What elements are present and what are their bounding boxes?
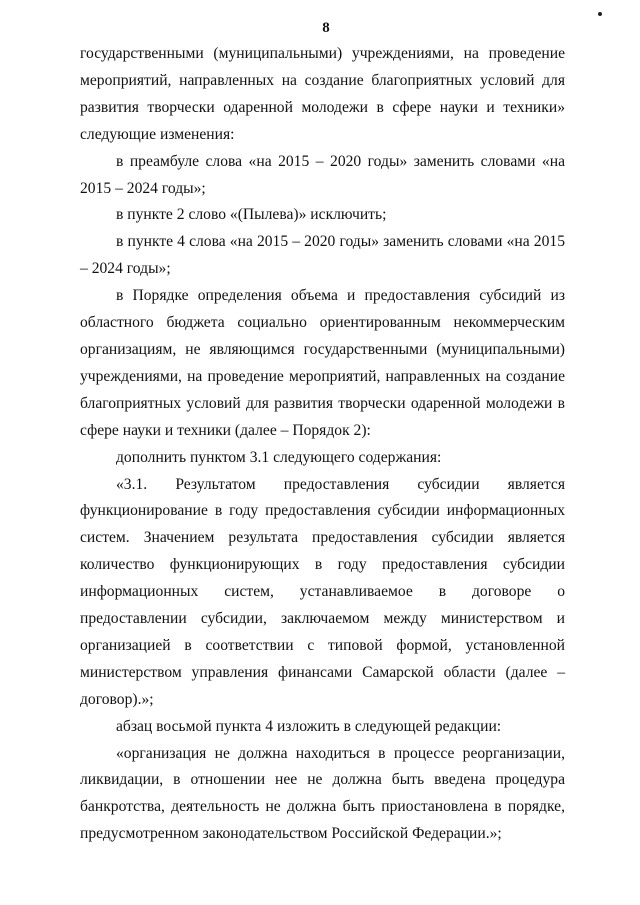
- paragraph-preamble-change: в преамбуле слова «на 2015 – 2020 годы» заменить словами «на 2015 – 2024 годы»;: [80, 152, 565, 197]
- page-number: 8: [322, 20, 330, 36]
- paragraph-new-redaction: «организация не должна находиться в процессе реорганизации, ликвидации, в отношении нее не должна быть введена процедура банкротства, деятельность не должна быть приостановлена в порядке, предусмотренном законодательством Российской Федерации.»;: [80, 744, 565, 843]
- paragraph-procedure-2-intro: в Порядке определения объема и предоставления субсидий из областного бюджета социально ориентированным некоммерческим организациям, не являющимся государственными (муниципальными) учреждениями, на проведение мероприятий, направленных на создание благоприятных условий для развития творчески одаренной молодежи в сфере науки и техники (далее – Порядок 2):: [80, 287, 565, 439]
- paragraph-point-4-abzac-8: абзац восьмой пункта 4 изложить в следующей редакции:: [116, 717, 502, 735]
- paragraph-point-2-change: в пункте 2 слово «(Пылева)» исключить;: [116, 206, 387, 224]
- paragraph-point-3-1-text: «3.1. Результатом предоставления субсидии является функционирование в году предоставления субсидии информационных систем. Значением результата предоставления субсидии является количество функционирующих в году предоставления субсидии информационных систем, устанавливаемое в договоре о предоставлении субсидии, заключаемом между министерством и организацией в соответствии с типовой формой, установленной министерством управления финансами Самарской области (далее – договор).»;: [80, 475, 565, 708]
- document-body: [80, 41, 565, 848]
- paragraph-add-point-3-1: дополнить пунктом 3.1 следующего содержания:: [116, 448, 442, 466]
- paragraph-point-4-change: в пункте 4 слова «на 2015 – 2020 годы» заменить словами «на 2015 – 2024 годы»;: [80, 233, 565, 278]
- paragraph-continuation: государственными (муниципальными) учреждениями, на проведение мероприятий, направленных на создание благоприятных условий для развития творчески одаренной молодежи в сфере науки и техники» следующие изменения:: [80, 45, 565, 143]
- scan-dot-mark: [598, 12, 602, 16]
